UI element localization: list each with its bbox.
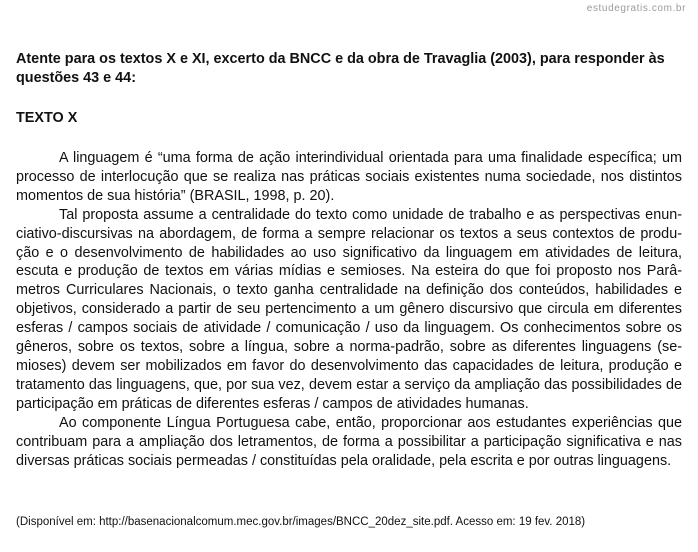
text-heading: TEXTO X — [16, 110, 78, 126]
site-watermark: estudegratis.com.br — [586, 3, 686, 14]
paragraph-1: A linguagem é “uma forma de ação interindividual orientada para uma finalidade específica; um processo de interlocução que se realiza nas práticas sociais existentes numa sociedade, nos distintos momentos de sua história” (BRASIL, 1998, p. 20). — [16, 150, 682, 204]
paragraph-3: Ao componente Língua Portuguesa cabe, então, proporcionar aos estudantes experiências que contribuam para a ampliação dos letramentos, de forma a possibilitar a participação significativa e nas diversas práticas sociais permeadas / constituídas pela oralidade, pela escrita e por outras linguagens. — [16, 414, 682, 469]
text-body — [16, 149, 682, 470]
source-citation: (Disponível em: http://basenacionalcomum.mec.gov.br/images/BNCC_20dez_site.pdf. Acesso em: 19 fev. 2018) — [16, 516, 586, 528]
question-instructions: Atente para os textos X e XI, excerto da BNCC e da obra de Travaglia (2003), para responder às questões 43 e 44: — [16, 51, 665, 86]
paragraph-2: Tal proposta assume a centralidade do texto como unidade de trabalho e as perspectivas enunciativo-discursivas na abordagem, de forma a sempre relacionar os textos a seus contextos de produção e o desenvolvimento de habilidades ao uso significativo da linguagem em atividades de leitura, escuta e produção de textos em várias mídias e semioses. Na esteira do que foi proposto nos Parâmetros Curriculares Nacionais, o texto ganha centralidade na definição dos conteúdos, habilidades e objetivos, considerado a partir de seu pertencimento a um gênero discursivo que circula em diferentes esferas / campos sociais de atividade / comunicação / uso da linguagem. Os conhecimentos sobre os gêneros, sobre os textos, sobre a língua, sobre a norma-padrão, sobre as diferentes linguagens (semioses) devem ser mobilizados em favor do desenvolvimento das capacidades de leitura, produção e tratamento das linguagens, que, por sua vez, devem estar a serviço da ampliação das possibilidades de participação em práticas de diferentes esferas / campos de atividades humanas. — [16, 206, 682, 412]
